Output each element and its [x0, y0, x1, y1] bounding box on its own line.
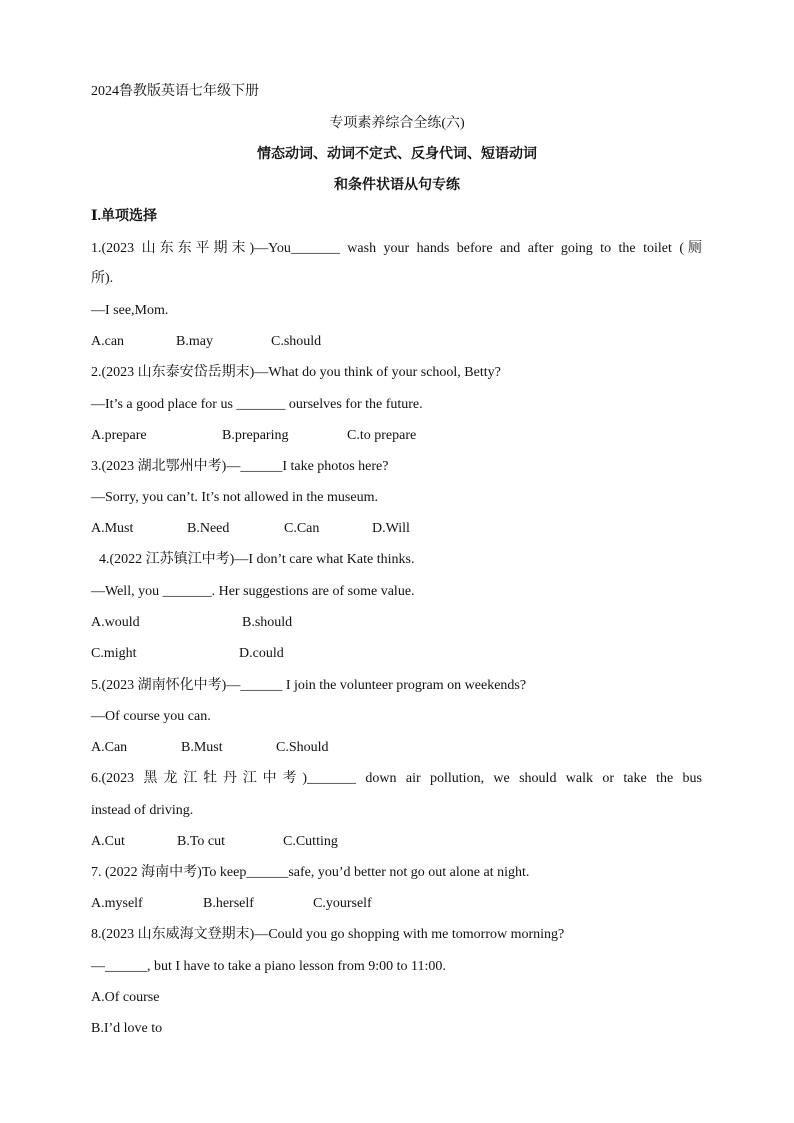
section-heading: Ⅰ.单项选择	[91, 209, 158, 224]
question-8-option-a: A.Of course	[91, 990, 160, 1005]
question-6-option-c: C.Cutting	[283, 834, 338, 849]
question-1-option-c: C.should	[271, 334, 322, 349]
question-1-option-a: A.can	[91, 334, 125, 349]
question-3-option-a: A.Must	[91, 521, 134, 536]
exercise-subtitle: 专项素养综合全练(六)	[329, 116, 465, 131]
question-7-stem: 7. (2022 海南中考)To keep______safe, you’d better not go out alone at night.	[91, 865, 530, 880]
question-4-option-d: D.could	[239, 646, 284, 661]
question-2-reply: —It’s a good place for us _______ ourselves for the future.	[91, 397, 423, 412]
question-4-option-a: A.would	[91, 615, 140, 630]
question-1-reply: —I see,Mom.	[91, 303, 169, 318]
exercise-title-line1: 情态动词、动词不定式、反身代词、短语动词	[257, 147, 537, 162]
question-5-option-b: B.Must	[181, 740, 223, 755]
question-5-reply: —Of course you can.	[91, 709, 211, 724]
question-3-reply: —Sorry, you can’t. It’s not allowed in the museum.	[91, 490, 378, 505]
question-6-option-b: B.To cut	[177, 834, 226, 849]
question-1-stem-cont: 所).	[91, 271, 114, 286]
question-1-option-b: B.may	[176, 334, 213, 349]
question-5-option-c: C.Should	[276, 740, 329, 755]
question-2-option-c: C.to prepare	[347, 428, 417, 443]
question-6-stem: 6.(2023 黑龙江牡丹江中考)_______ down air pollution, we should walk or take the bus	[91, 771, 702, 786]
question-3-stem: 3.(2023 湖北鄂州中考)—______I take photos here?	[91, 459, 389, 474]
question-5-option-a: A.Can	[91, 740, 128, 755]
question-2-option-b: B.preparing	[222, 428, 289, 443]
question-3-option-b: B.Need	[187, 521, 230, 536]
question-4-option-c: C.might	[91, 646, 137, 661]
question-7-option-b: B.herself	[203, 896, 254, 911]
question-2-option-a: A.prepare	[91, 428, 147, 443]
question-6-option-a: A.Cut	[91, 834, 125, 849]
question-8-option-b: B.I’d love to	[91, 1021, 163, 1036]
question-4-stem: 4.(2022 江苏镇江中考)—I don’t care what Kate thinks.	[99, 552, 415, 567]
question-5-stem: 5.(2023 湖南怀化中考)—______ I join the volunteer program on weekends?	[91, 678, 527, 693]
question-8-reply: —______, but I have to take a piano lesson from 9:00 to 11:00.	[91, 959, 446, 974]
question-7-option-c: C.yourself	[313, 896, 372, 911]
question-2-stem: 2.(2023 山东泰安岱岳期末)—What do you think of your school, Betty?	[91, 365, 501, 380]
question-4-reply: —Well, you _______. Her suggestions are of some value.	[91, 584, 415, 599]
question-4-option-b: B.should	[242, 615, 293, 630]
question-6-stem-cont: instead of driving.	[91, 803, 194, 818]
question-1-stem: 1.(2023 山东东平期末)—You_______ wash your hands before and after going to the toilet (厕	[91, 241, 702, 256]
book-title: 2024鲁教版英语七年级下册	[91, 84, 259, 99]
question-7-option-a: A.myself	[91, 896, 143, 911]
question-8-stem: 8.(2023 山东威海文登期末)—Could you go shopping with me tomorrow morning?	[91, 927, 565, 942]
exercise-title-line2: 和条件状语从句专练	[334, 178, 460, 193]
question-3-option-d: D.Will	[372, 521, 410, 536]
question-3-option-c: C.Can	[284, 521, 320, 536]
